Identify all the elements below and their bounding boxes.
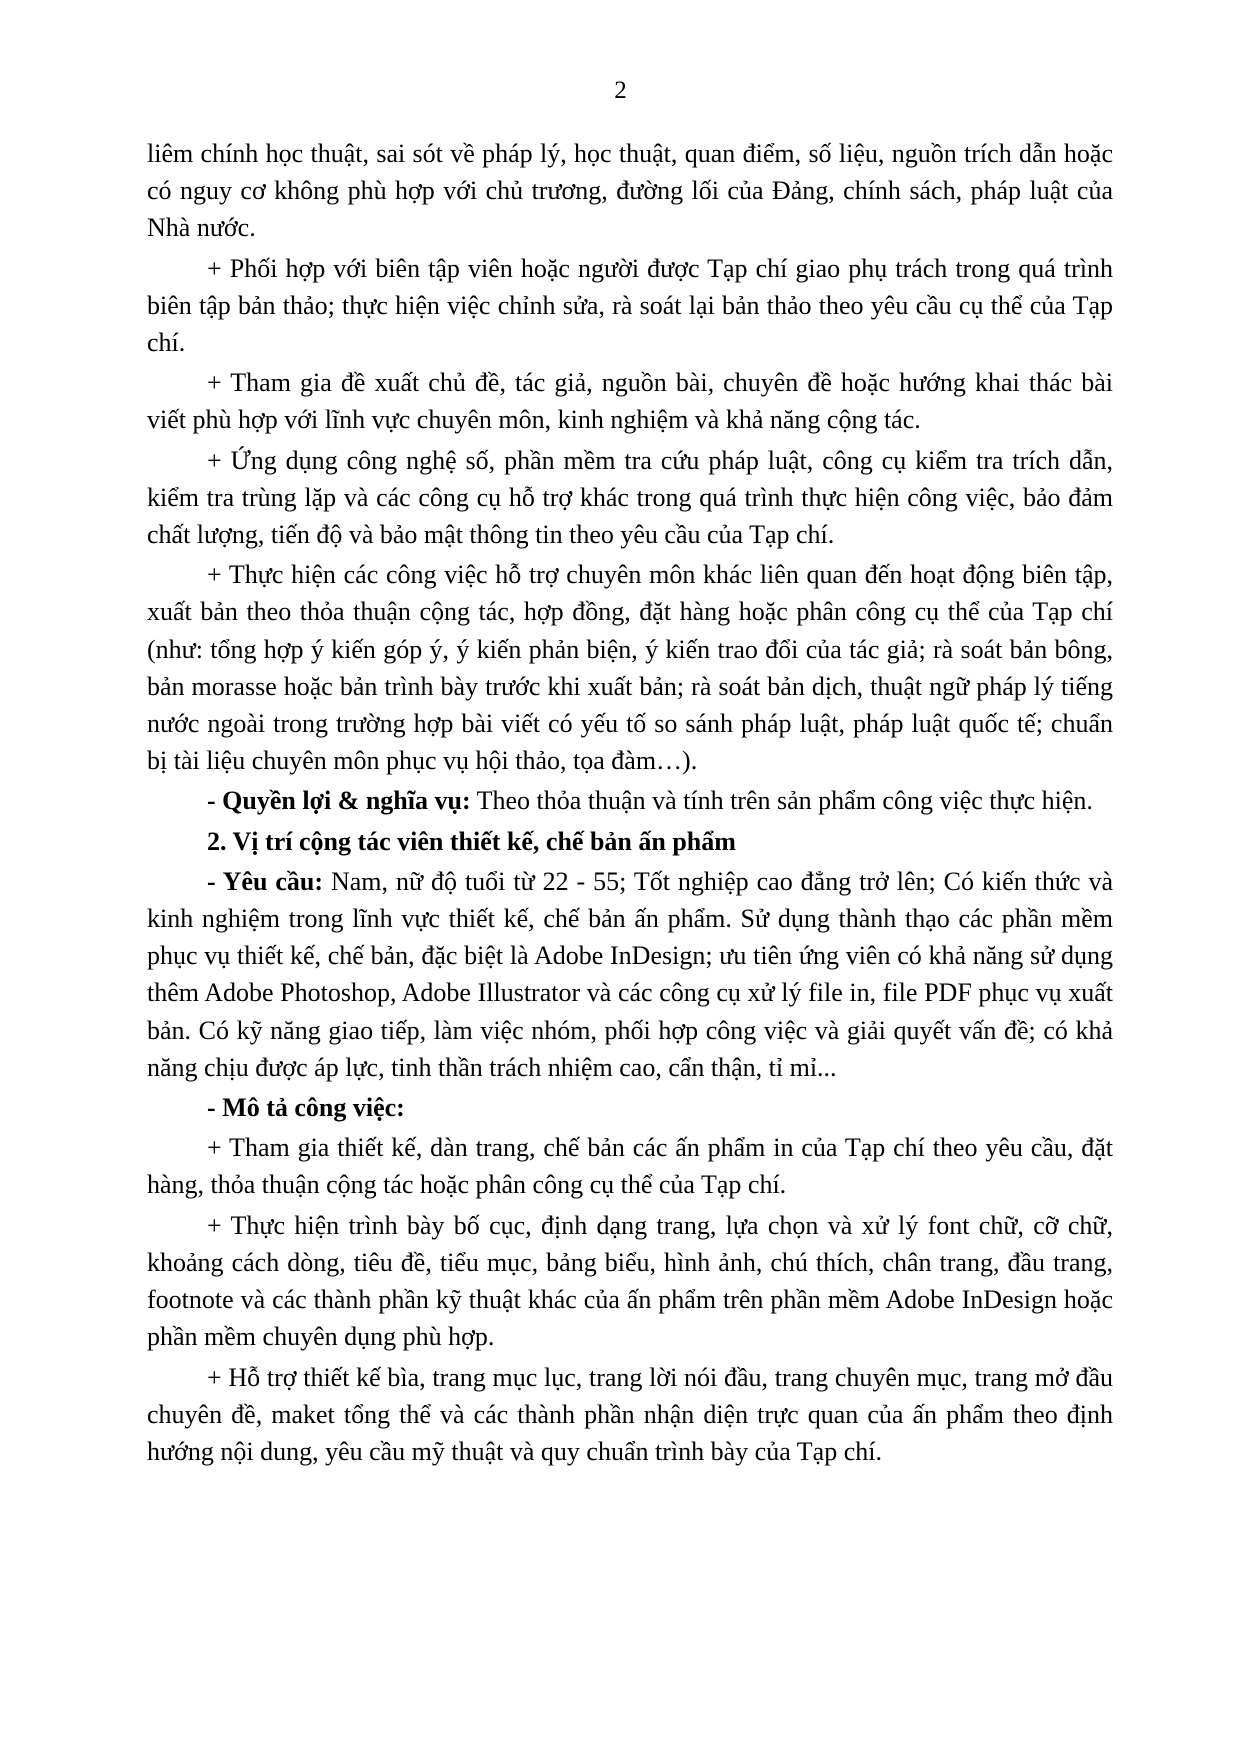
requirements-label: - Yêu cầu: bbox=[207, 866, 324, 896]
section-heading-designer: 2. Vị trí cộng tác viên thiết kế, chế bản ấn phẩm bbox=[207, 826, 736, 856]
subheading-job-description: - Mô tả công việc: bbox=[207, 1093, 405, 1123]
paragraph-propose-topics: + Tham gia đề xuất chủ đề, tác giả, nguồn bài, chuyên đề hoặc hướng khai thác bài viết phù hợp với lĩnh vực chuyên môn, kinh nghiệm và khả năng cộng tác. bbox=[147, 368, 1113, 435]
paragraph-coordinate-editing: + Phối hợp với biên tập viên hoặc người được Tạp chí giao phụ trách trong quá trình biên tập bản thảo; thực hiện việc chỉnh sửa, rà soát lại bản thảo theo yêu cầu cụ thể của Tạp chí. bbox=[147, 253, 1113, 358]
requirements-text: Nam, nữ độ tuổi từ 22 - 55; Tốt nghiệp cao đẳng trở lên; Có kiến thức và kinh nghiệm trong lĩnh vực thiết kế, chế bản ấn phẩm. Sử dụng thành thạo các phần mềm phục vụ thiết kế, chế bản, đặc biệt là Adobe InDesign; ưu tiên ứng viên có khả năng sử dụng thêm Adobe Photoshop, Adobe Illustrator và các công cụ xử lý file in, file PDF phục vụ xuất bản. Có kỹ năng giao tiếp, làm việc nhóm, phối hợp công việc và giải quyết vấn đề; có khả năng chịu được áp lực, tinh thần trách nhiệm cao, cẩn thận, tỉ mỉ... bbox=[147, 866, 1113, 1082]
paragraph-continuation: liêm chính học thuật, sai sót về pháp lý, học thuật, quan điểm, số liệu, nguồn trích dẫn hoặc có nguy cơ không phù hợp với chủ trương, đường lối của Đảng, chính sách, pháp luật của Nhà nước. bbox=[147, 139, 1113, 243]
paragraph-support-tasks: + Thực hiện các công việc hỗ trợ chuyên môn khác liên quan đến hoạt động biên tập, xuất bản theo thỏa thuận cộng tác, hợp đồng, đặt hàng hoặc phân công cụ thể của Tạp chí (như: tổng hợp ý kiến góp ý, ý kiến phản biện, ý kiến trao đổi của tác giả; rà soát bản bông, bản morasse hoặc bản trình bày trước khi xuất bản; rà soát bản dịch, thuật ngữ pháp lý tiếng nước ngoài trong trường hợp bài viết có yếu tố so sánh pháp luật, pháp luật quốc tế; chuẩn bị tài liệu chuyên môn phục vụ hội thảo, tọa đàm…). bbox=[147, 560, 1113, 776]
paragraph-formatting: + Thực hiện trình bày bố cục, định dạng trang, lựa chọn và xử lý font chữ, cỡ chữ, khoảng cách dòng, tiêu đề, tiểu mục, bảng biểu, hình ảnh, chú thích, chân trang, đầu trang, footnote và các thành phần kỹ thuật khác của ấn phẩm trên phần mềm Adobe InDesign hoặc phần mềm chuyên dụng phù hợp. bbox=[147, 1210, 1113, 1352]
paragraph-cover-design: + Hỗ trợ thiết kế bìa, trang mục lục, trang lời nói đầu, trang chuyên mục, trang mở đầu chuyên đề, maket tổng thể và các thành phần nhận diện trực quan của ấn phẩm theo định hướng nội dung, yêu cầu mỹ thuật và quy chuẩn trình bày của Tạp chí. bbox=[147, 1362, 1113, 1466]
rights-label: - Quyền lợi & nghĩa vụ: bbox=[207, 786, 471, 816]
paragraph-digital-tools: + Ứng dụng công nghệ số, phần mềm tra cứu pháp luật, công cụ kiểm tra trích dẫn, kiểm tra trùng lặp và các công cụ hỗ trợ khác trong quá trình thực hiện công việc, bảo đảm chất lượng, tiến độ và bảo mật thông tin theo yêu cầu của Tạp chí. bbox=[147, 445, 1113, 550]
paragraph-requirements bbox=[147, 863, 1113, 1086]
rights-text: Theo thỏa thuận và tính trên sản phẩm công việc thực hiện. bbox=[470, 786, 1093, 816]
paragraph-layout-design: + Tham gia thiết kế, dàn trang, chế bản các ấn phẩm in của Tạp chí theo yêu cầu, đặt hàng, thỏa thuận cộng tác hoặc phân công cụ thể của Tạp chí. bbox=[147, 1133, 1113, 1200]
page-number: 2 bbox=[614, 77, 627, 104]
document-body bbox=[147, 135, 1113, 1473]
paragraph-rights-obligations bbox=[147, 782, 1113, 819]
